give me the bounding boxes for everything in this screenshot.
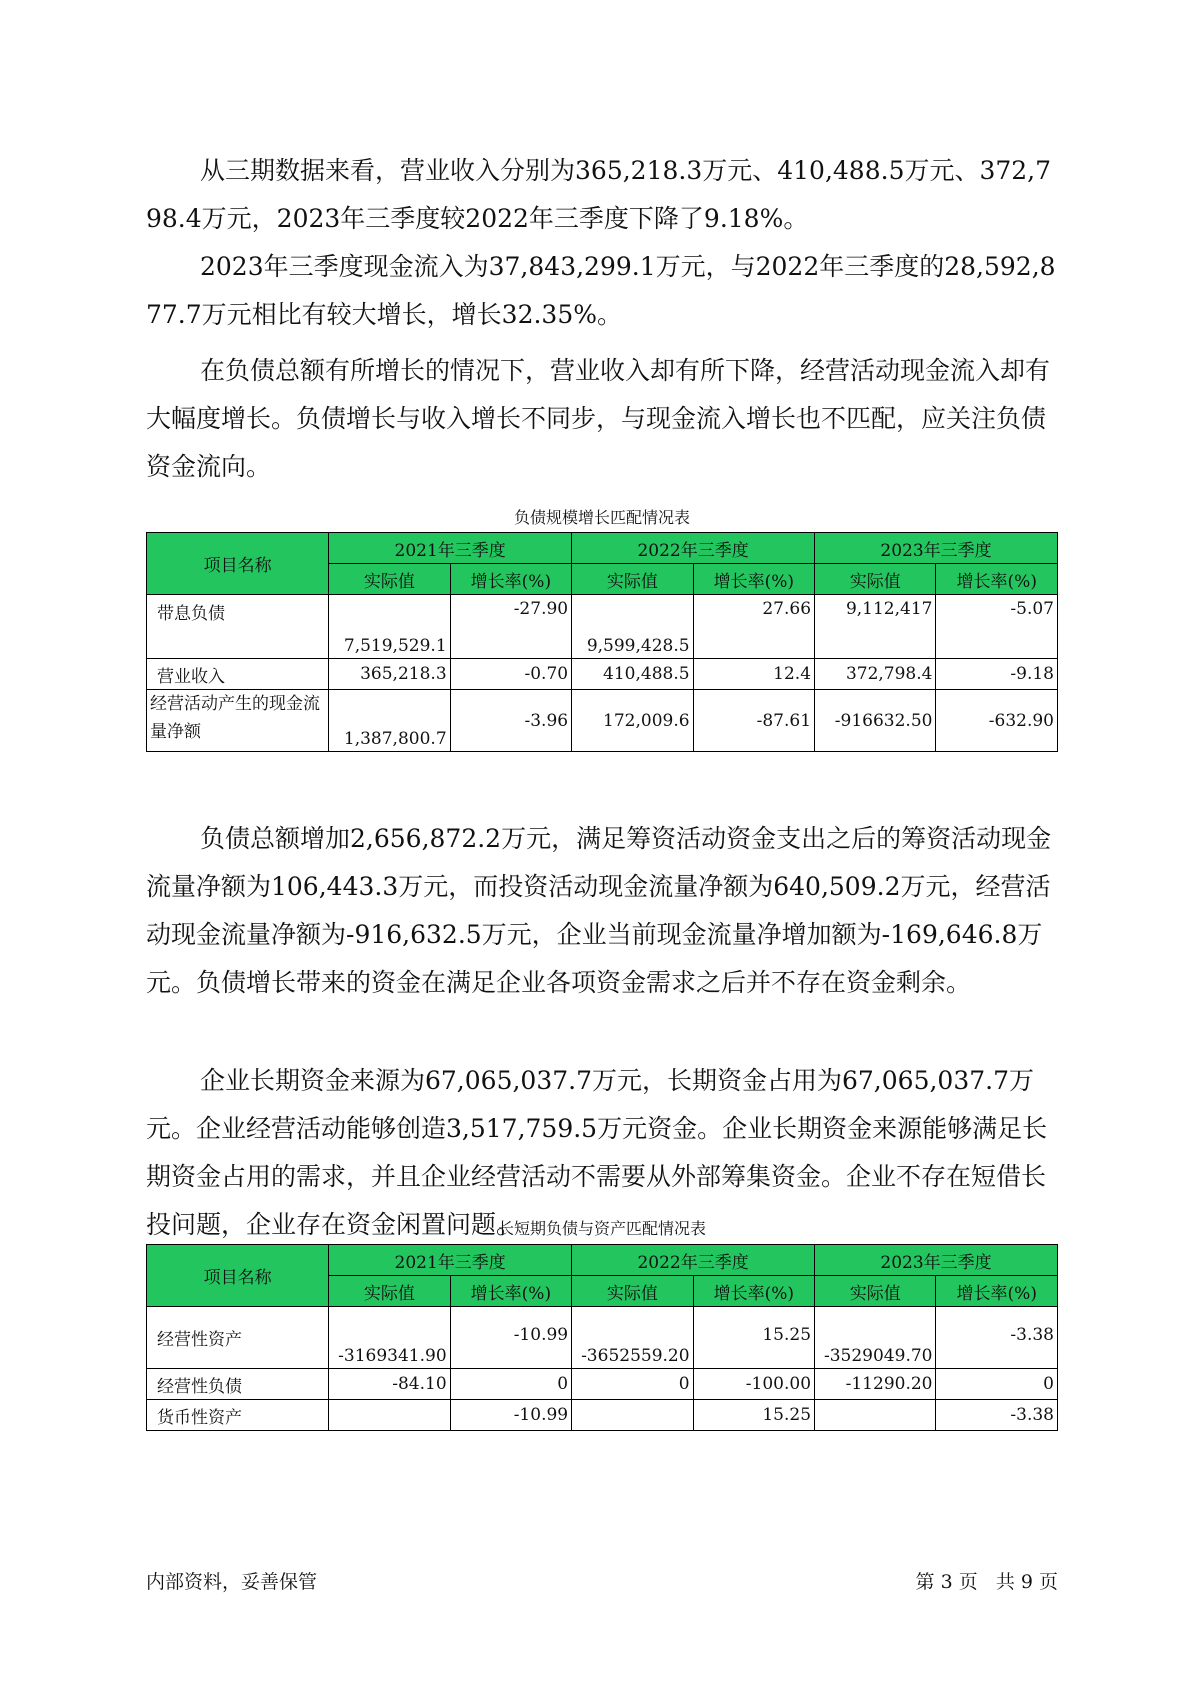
cell-growth: 12.4 bbox=[693, 659, 814, 690]
cell-actual: -11290.20 bbox=[815, 1369, 936, 1400]
header-period-2023: 2023年三季度 bbox=[815, 1245, 1058, 1276]
table1-caption: 负债规模增长匹配情况表 bbox=[513, 508, 690, 527]
cell-actual: 9,599,428.5 bbox=[572, 595, 693, 659]
cell-actual: 410,488.5 bbox=[572, 659, 693, 690]
cell-actual: -3652559.20 bbox=[572, 1307, 693, 1369]
header-actual: 实际值 bbox=[572, 1276, 693, 1307]
cell-growth: 15.25 bbox=[693, 1400, 814, 1431]
cell-actual: -916632.50 bbox=[815, 690, 936, 752]
header-actual: 实际值 bbox=[329, 1276, 450, 1307]
table-row bbox=[147, 1400, 1058, 1431]
footer-page-number: 第 3 页 共 9 页 bbox=[915, 1571, 1058, 1593]
cell-actual: 7,519,529.1 bbox=[329, 595, 450, 659]
paragraph-debt-mismatch: 在负债总额有所增长的情况下，营业收入却有所下降，经营活动现金流入却有大幅度增长。负债增长与收入增长不同步，与现金流入增长也不匹配，应关注负债资金流向。 bbox=[146, 356, 1051, 481]
cell-actual: -3169341.90 bbox=[329, 1307, 450, 1369]
table2-caption: 长短期负债与资产匹配情况表 bbox=[497, 1219, 706, 1238]
cell-growth: -3.38 bbox=[936, 1307, 1058, 1369]
table-row bbox=[147, 690, 1058, 752]
header-growth: 增长率(%) bbox=[450, 564, 571, 595]
header-item-name: 项目名称 bbox=[147, 533, 329, 595]
footer-confidential-note: 内部资料，妥善保管 bbox=[146, 1571, 318, 1593]
table-row bbox=[147, 659, 1058, 690]
cell-actual: 172,009.6 bbox=[572, 690, 693, 752]
header-growth: 增长率(%) bbox=[693, 564, 814, 595]
header-actual: 实际值 bbox=[329, 564, 450, 595]
cell-actual bbox=[815, 1400, 936, 1431]
cell-actual: 1,387,800.7 bbox=[329, 690, 450, 752]
row-name: 营业收入 bbox=[147, 659, 329, 690]
header-period-2023: 2023年三季度 bbox=[815, 533, 1058, 564]
row-name: 带息负债 bbox=[147, 595, 329, 659]
cell-growth: -27.90 bbox=[450, 595, 571, 659]
cell-growth: -5.07 bbox=[936, 595, 1058, 659]
cell-actual: 365,218.3 bbox=[329, 659, 450, 690]
paragraph-debt-increase: 负债总额增加2,656,872.2万元，满足筹资活动资金支出之后的筹资活动现金流量净额为106,443.3万元，而投资活动现金流量净额为640,509.2万元，经营活动现金流量净额为-916,632.5万元，企业当前现金流量净增加额为-169,646.8万元。负债增长带来的资金在满足企业各项资金需求之后并不存在资金剩余。 bbox=[146, 824, 1052, 997]
asset-liability-table bbox=[146, 1244, 1058, 1431]
header-period-2021: 2021年三季度 bbox=[329, 533, 572, 564]
cell-growth: -3.96 bbox=[450, 690, 571, 752]
table-row bbox=[147, 1369, 1058, 1400]
cell-actual bbox=[329, 1400, 450, 1431]
header-period-2022: 2022年三季度 bbox=[572, 1245, 815, 1276]
row-name: 经营性资产 bbox=[147, 1307, 329, 1369]
cell-growth: -632.90 bbox=[936, 690, 1058, 752]
table-row bbox=[147, 595, 1058, 659]
cell-growth: -87.61 bbox=[693, 690, 814, 752]
header-growth: 增长率(%) bbox=[936, 1276, 1058, 1307]
header-period-2021: 2021年三季度 bbox=[329, 1245, 572, 1276]
cell-growth: -10.99 bbox=[450, 1307, 571, 1369]
header-growth: 增长率(%) bbox=[936, 564, 1058, 595]
header-period-2022: 2022年三季度 bbox=[572, 533, 815, 564]
cell-actual: -84.10 bbox=[329, 1369, 450, 1400]
cell-growth: -10.99 bbox=[450, 1400, 571, 1431]
cell-growth: 0 bbox=[936, 1369, 1058, 1400]
paragraph-long-term-funds: 企业长期资金来源为67,065,037.7万元，长期资金占用为67,065,037.7万元。企业经营活动能够创造3,517,759.5万元资金。企业长期资金来源能够满足长期资金占用的需求，并且企业经营活动不需要从外部筹集资金。企业不存在短借长投问题，企业存在资金闲置问题。 bbox=[146, 1066, 1048, 1239]
header-actual: 实际值 bbox=[815, 1276, 936, 1307]
cell-growth: -9.18 bbox=[936, 659, 1058, 690]
header-item-name: 项目名称 bbox=[147, 1245, 329, 1307]
cell-actual: 0 bbox=[572, 1369, 693, 1400]
cell-growth: -100.00 bbox=[693, 1369, 814, 1400]
debt-growth-table bbox=[146, 532, 1058, 752]
header-actual: 实际值 bbox=[572, 564, 693, 595]
cell-actual: 9,112,417 bbox=[815, 595, 936, 659]
table-row bbox=[147, 1307, 1058, 1369]
row-name: 经营活动产生的现金流量净额 bbox=[147, 690, 329, 752]
cell-actual: -3529049.70 bbox=[815, 1307, 936, 1369]
header-growth: 增长率(%) bbox=[693, 1276, 814, 1307]
header-growth: 增长率(%) bbox=[450, 1276, 571, 1307]
cell-growth: 0 bbox=[450, 1369, 571, 1400]
row-name: 货币性资产 bbox=[147, 1400, 329, 1431]
paragraph-cash-inflow: 2023年三季度现金流入为37,843,299.1万元，与2022年三季度的28,592,877.7万元相比有较大增长，增长32.35%。 bbox=[146, 252, 1056, 329]
header-actual: 实际值 bbox=[815, 564, 936, 595]
cell-actual: 372,798.4 bbox=[815, 659, 936, 690]
cell-growth: 27.66 bbox=[693, 595, 814, 659]
cell-growth: -3.38 bbox=[936, 1400, 1058, 1431]
cell-growth: -0.70 bbox=[450, 659, 571, 690]
paragraph-revenue: 从三期数据来看，营业收入分别为365,218.3万元、410,488.5万元、372,798.4万元，2023年三季度较2022年三季度下降了9.18%。 bbox=[146, 156, 1052, 233]
cell-actual bbox=[572, 1400, 693, 1431]
cell-growth: 15.25 bbox=[693, 1307, 814, 1369]
row-name: 经营性负债 bbox=[147, 1369, 329, 1400]
